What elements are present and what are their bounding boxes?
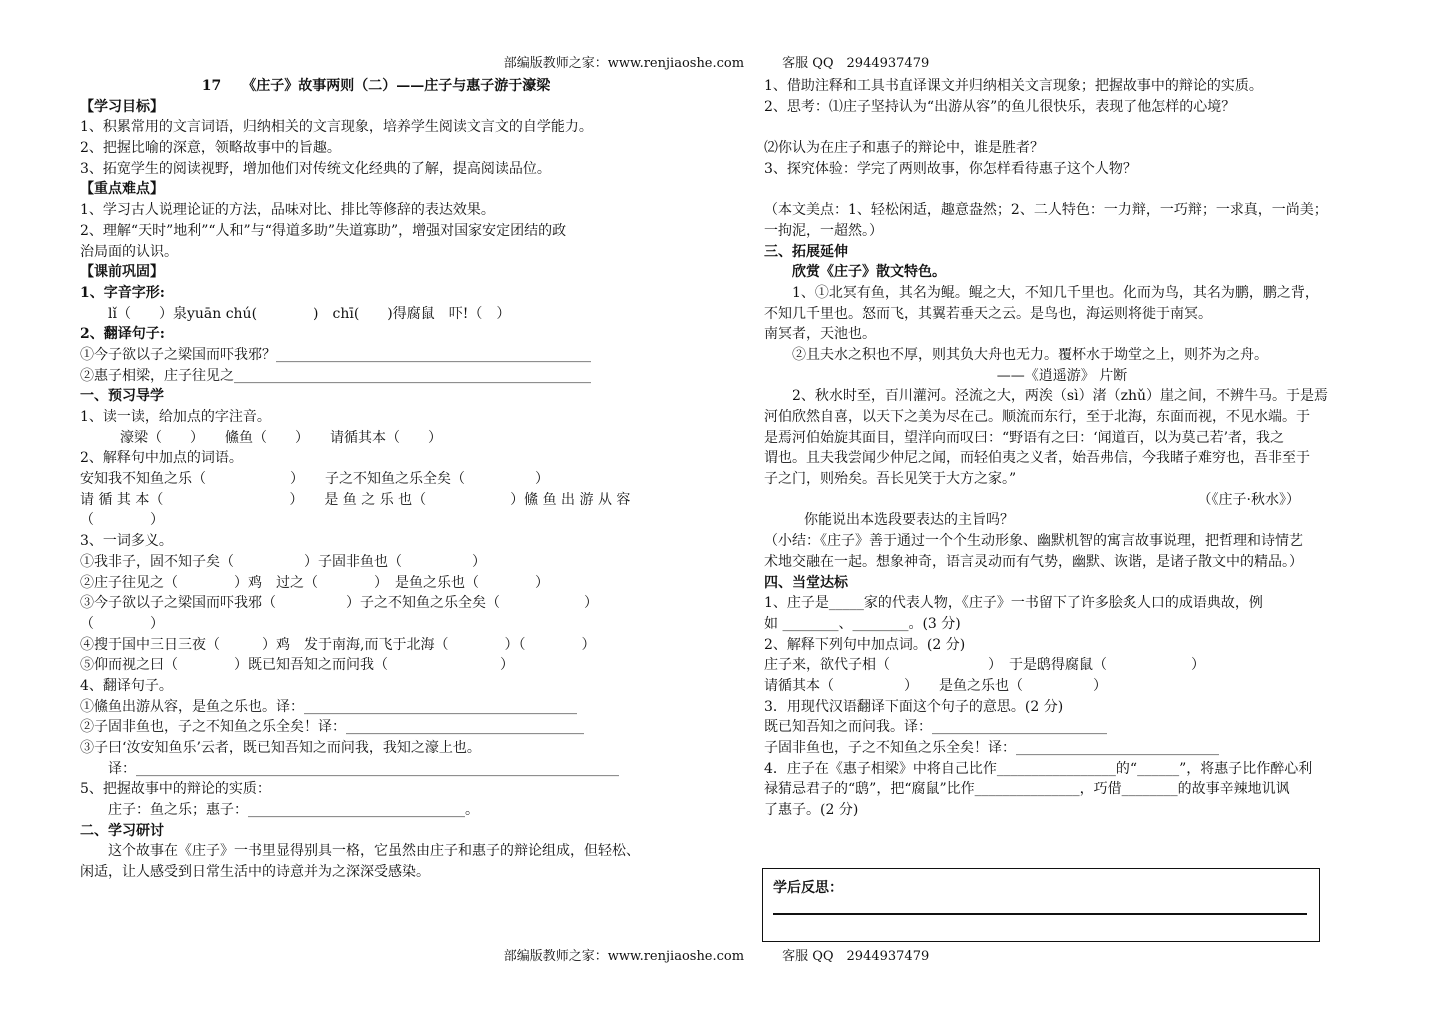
left-line: 1、学习古人说理论证的方法，品味对比、排比等修辞的表达效果。: [80, 202, 495, 219]
left-line: 2、翻译句子:: [80, 326, 165, 343]
right-line: 三、拓展延伸: [764, 243, 848, 260]
left-line: （ ）: [80, 615, 164, 632]
reflection-title: 学后反思：: [773, 880, 843, 896]
right-line: （《庄子·秋水》）: [1197, 491, 1300, 508]
right-line: 谓也。且夫我尝闻少仲尼之闻，而轻伯夷之义者，始吾弗信，今我睹子难穷也，吾非至于: [764, 450, 1310, 467]
right-line: 是焉河伯始旋其面目，望洋向而叹曰：“野语有之曰：‘闻道百，以为莫己若’者，我之: [764, 429, 1285, 446]
left-line: 二、学习研讨: [80, 822, 164, 839]
left-line: （ ）: [80, 512, 164, 529]
left-line: 庄子：鱼之乐；惠子：_______________________________。: [108, 802, 479, 819]
right-line: 欣赏《庄子》散文特色。: [792, 264, 946, 281]
right-line: 禄猜忌君子的“鸱”，把“腐鼠”比作_______________，巧借________的故事辛辣地讥讽: [764, 781, 1290, 798]
left-line: 【学习目标】: [80, 98, 164, 115]
right-column: [764, 76, 1360, 821]
left-line: ①鯈鱼出游从容，是鱼之乐也。译：_______________________________________: [80, 698, 577, 715]
left-line: 2、把握比喻的深意，领略故事中的旨趣。: [80, 140, 341, 157]
left-line: 1、读一读，给加点的字注音。: [80, 409, 271, 425]
header-qq: 客服 QQ 2944937479: [782, 56, 930, 71]
right-line: 子之门，则殆矣。吾长见笑于大方之家。”: [764, 471, 1017, 488]
right-line: ——《逍遥游》 片断: [996, 367, 1128, 384]
footer-site: 部编版教师之家：www.renjiaoshe.com: [503, 949, 745, 964]
left-line: ②子固非鱼也，子之不知鱼之乐全矣！译：__________________________________: [80, 719, 584, 736]
right-line: 既已知吾知之而问我。译：_________________________: [764, 719, 1107, 736]
right-line: 2、思考：⑴庄子坚持认为“出游从容”的鱼儿很快乐，表现了他怎样的心境？: [764, 98, 1236, 115]
right-line: 1、借助注释和工具书直译课文并归纳相关文言现象；把握故事中的辩论的实质。: [764, 78, 1263, 94]
left-line: ②惠子相梁，庄子往见之___________________________________________________: [80, 367, 591, 384]
right-line: 2、秋水时至，百川灌河。泾流之大，两涘（sì）渚（zhǔ）崖之间，不辨牛马。于是焉: [792, 388, 1328, 405]
reflection-line: [773, 913, 1307, 915]
right-line: 你能说出本选段要表达的主旨吗？: [804, 512, 1014, 529]
right-line: 南冥者，天池也。: [764, 326, 876, 343]
left-line: ①今子欲以子之梁国而吓我邪？_____________________________________________: [80, 346, 591, 363]
left-line: ③今子欲以子之梁国而吓我邪（ ）子之不知鱼之乐全矣（ ）: [80, 595, 598, 612]
right-line: 河伯欣然自喜，以天下之美为尽在己。顺流而东行，至于北海，东面而视，不见水端。于: [764, 409, 1310, 425]
left-column: [80, 76, 672, 883]
right-line: 2、解释下列句中加点词。(2 分): [764, 636, 966, 653]
left-line: ④搜于国中三日三夜（ ）鸡 发于南海,而飞于北海（ ）（ ）: [80, 636, 596, 653]
left-line: 4、翻译句子。: [80, 677, 173, 694]
left-line: ⑤仰而视之曰（ ）既已知吾知之而问我（ ）: [80, 657, 514, 674]
left-line: 治局面的认识。: [80, 243, 178, 260]
right-line: 3．用现代汉语翻译下面这个句子的意思。(2 分): [764, 698, 1064, 715]
left-line: 1、字音字形:: [80, 284, 165, 301]
left-line: 请 循 其 本（ ） 是 鱼 之 乐 也（ ）鯈 鱼 出 游 从 容: [80, 491, 631, 508]
right-line: 子固非鱼也，子之不知鱼之乐全矣！译：_____________________________: [764, 740, 1219, 756]
footer-qq: 客服 QQ 2944937479: [782, 949, 930, 964]
right-line: [764, 117, 1360, 138]
right-line: 1、①北冥有鱼，其名为鲲。鲲之大，不知几千里也。化而为鸟，其名为鹏，鹏之背，: [792, 284, 1319, 301]
right-line: 如 ________、________。(3 分): [764, 615, 961, 632]
right-line: [764, 179, 1360, 200]
left-line: ②庄子往见之（ ）鸡 过之（ ） 是鱼之乐也（ ）: [80, 574, 549, 591]
right-line: 4．庄子在《惠子相梁》中将自己比作_________________的“______”，将惠子比作醉心利: [764, 760, 1313, 777]
right-line: 不知几千里也。怒而飞，其翼若垂天之云。是鸟也，海运则将徙于南冥。: [764, 305, 1212, 322]
left-line: 译：_____________________________________________________________________: [108, 760, 619, 777]
page-footer: [0, 945, 1433, 964]
right-line: 1、庄子是_____家的代表人物，《庄子》一书留下了许多脍炙人口的成语典故，例: [764, 595, 1263, 612]
left-line: 闲适，让人感受到日常生活中的诗意并为之深深受感染。: [80, 864, 430, 881]
right-line: 术地交融在一起。想象神奇，语言灵动而有气势，幽默、诙谐，是诸子散文中的精品。）: [764, 553, 1303, 570]
left-line: 一、预习导学: [80, 388, 164, 405]
left-line: lǐ（ ）泉yuān chú( ) chī( )得腐鼠 吓!（ ）: [108, 305, 511, 322]
left-line: 濠梁（ ） 鯈鱼（ ） 请循其本（ ）: [120, 429, 442, 446]
right-line: ⑵你认为在庄子和惠子的辩论中，谁是胜者？: [764, 140, 1044, 157]
right-line: ②且夫水之积也不厚，则其负大舟也无力。覆杯水于坳堂之上，则芥为之舟。: [792, 346, 1268, 363]
left-line: 这个故事在《庄子》一书里显得别具一格，它虽然由庄子和惠子的辩论组成，但轻松、: [108, 843, 640, 860]
left-line: ③子曰‘汝安知鱼乐’云者，既已知吾知之而问我，我知之濠上也。: [80, 740, 481, 756]
left-line: 5、把握故事中的辩论的实质：: [80, 781, 271, 798]
left-line: 1、积累常用的文言词语，归纳相关的文言现象，培养学生阅读文言文的自学能力。: [80, 119, 593, 136]
left-line: 【重点难点】: [80, 181, 164, 198]
left-line: 3、拓宽学生的阅读视野，增加他们对传统文化经典的了解，提高阅读品位。: [80, 160, 551, 177]
right-line: （小结：《庄子》善于通过一个个生动形象、幽默机智的寓言故事说理，把哲理和诗情艺: [764, 533, 1303, 550]
right-line: 请循其本（ ） 是鱼之乐也（ ）: [764, 677, 1107, 694]
right-line: 3、探究体验：学完了两则故事，你怎样看待惠子这个人物？: [764, 160, 1137, 177]
right-line: 庄子来，欲代子相（ ） 于是鸱得腐鼠（ ）: [764, 657, 1205, 674]
header-site: 部编版教师之家：www.renjiaoshe.com: [503, 56, 745, 71]
left-line: 2、解释句中加点的词语。: [80, 450, 243, 467]
right-line: 一拘泥，一超然。）: [764, 222, 883, 239]
page-header: [0, 52, 1433, 71]
right-line: 四、当堂达标: [764, 574, 848, 591]
left-line: 安知我不知鱼之乐（ ） 子之不知鱼之乐全矣（ ）: [80, 471, 549, 488]
right-line: （本文美点：1、轻松闲适，趣意盎然；2、二人特色：一力辩，一巧辩；一求真，一尚美；: [764, 202, 1328, 219]
reflection-box: [762, 868, 1320, 942]
left-line: ①我非子，固不知子矣（ ）子固非鱼也（ ）: [80, 553, 486, 570]
right-line: 了惠子。(2 分): [764, 802, 859, 819]
left-line: 3、一词多义。: [80, 533, 173, 550]
left-line: 【课前巩固】: [80, 264, 164, 281]
left-line: 2、理解“天时”地利”“人和”与“得道多助”失道寡助”，增强对国家安定团结的政: [80, 222, 567, 239]
left-line: 17 《庄子》故事两则（二）——庄子与惠子游于濠梁: [201, 78, 551, 94]
